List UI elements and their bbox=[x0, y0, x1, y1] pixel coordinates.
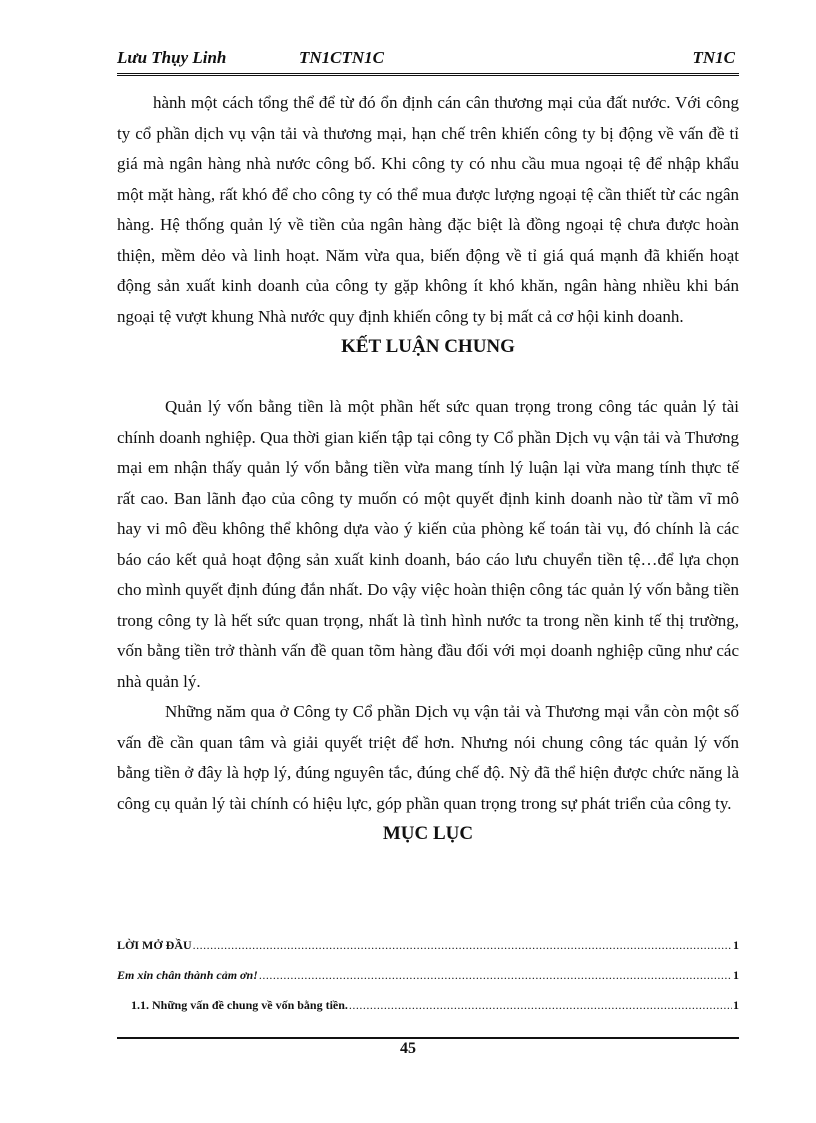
header-author: Lưu Thụy Linh bbox=[117, 48, 227, 67]
paragraph-continuation: hành một cách tổng thể để từ đó ổn định cán cân thương mại của đất nước. Với công ty cổ phần dịch vụ vận tải và thương mại, hạn chế trên khiến công ty bị động về vấn đề tỉ giá mà ngân hàng nhà nước công bố. Khi công ty có nhu cầu mua ngoại tệ để nhập khẩu một mặt hàng, rất khó để cho công ty có thể mua được lượng ngoại tệ cần thiết từ các ngân hàng. Hệ thống quản lý về tiền của ngân hàng đặc biệt là đồng ngoại tệ chưa được hoàn thiện, mềm dẻo và linh hoạt. Năm vừa qua, biến động về tỉ giá quá mạnh đã khiến hoạt động sản xuất kinh doanh của công ty gặp không ít khó khăn, ngân hàng nhiều khi bán ngoại tệ vượt khung Nhà nước quy định khiến công ty bị mất cả cơ hội kinh doanh. bbox=[117, 93, 739, 326]
page-header bbox=[117, 48, 737, 72]
toc-entry[interactable] bbox=[117, 998, 739, 1028]
toc-entry-label: 1.1. Những vấn đề chung về vốn bằng tiền. bbox=[131, 998, 348, 1012]
toc-leader-dots bbox=[349, 998, 732, 1013]
section-heading-conclusion: KẾT LUẬN CHUNG bbox=[341, 336, 515, 357]
header-code-right: TN1C bbox=[692, 48, 735, 67]
footer-rule bbox=[117, 1037, 739, 1039]
table-of-contents bbox=[117, 938, 739, 1028]
spacer bbox=[117, 362, 739, 392]
header-rule bbox=[117, 73, 739, 78]
toc-entry[interactable] bbox=[117, 938, 739, 968]
toc-entry-label: Em xin chân thành cảm ơn! bbox=[117, 968, 258, 982]
toc-leader-dots bbox=[259, 968, 732, 983]
toc-entry-label: LỜI MỞ ĐẦU bbox=[117, 938, 192, 952]
document-body bbox=[117, 88, 739, 849]
page-number: 45 bbox=[400, 1040, 416, 1057]
toc-entry-page: 1 bbox=[733, 968, 739, 982]
paragraph-conclusion-2: Những năm qua ở Công ty Cổ phần Dịch vụ vận tải và Thương mại vẫn còn một số vấn đề cần quan tâm và giải quyết triệt để hơn. Nhưng nói chung công tác quản lý vốn bằng tiền ở đây là hợp lý, đúng nguyên tắc, đúng chế độ. Nỳ đã thể hiện được chức năng là công cụ quản lý tài chính có hiệu lực, góp phần quan trọng trong sự phát triển của công ty. bbox=[117, 702, 739, 813]
toc-entry[interactable] bbox=[117, 968, 739, 998]
paragraph-conclusion-1: Quản lý vốn bằng tiền là một phần hết sức quan trọng trong công tác quản lý tài chính doanh nghiệp. Qua thời gian kiến tập tại công ty Cổ phần Dịch vụ vận tải và Thương mại em nhận thấy quản lý vốn bằng tiền vừa mang tính lý luận lại vừa mang tính thực tế rất cao. Ban lãnh đạo của công ty muốn có một quyết định kinh doanh nào từ tầm vĩ mô hay vi mô đều không thể không dựa vào ý kiến của phòng kế toán tài vụ, đó chính là các báo cáo kết quả hoạt động sản xuất kinh doanh, báo cáo lưu chuyển tiền tệ…để lựa chọn cho mình quyết định đúng đắn nhất. Do vậy việc hoàn thiện công tác quản lý vốn bằng tiền trong công ty là hết sức quan trọng, nhất là tình hình nước ta trong nền kinh tế thị trường, vốn bằng tiền trở thành vấn đề quan tõm hàng đầu đối với mọi doanh nghiệp cũng như các nhà quản lý. bbox=[117, 397, 739, 691]
toc-entry-page: 1 bbox=[733, 938, 739, 952]
toc-leader-dots bbox=[193, 938, 732, 953]
header-code-left: TN1CTN1C bbox=[299, 48, 384, 67]
toc-entry-page: 1 bbox=[733, 998, 739, 1012]
section-heading-toc: MỤC LỤC bbox=[382, 823, 474, 844]
